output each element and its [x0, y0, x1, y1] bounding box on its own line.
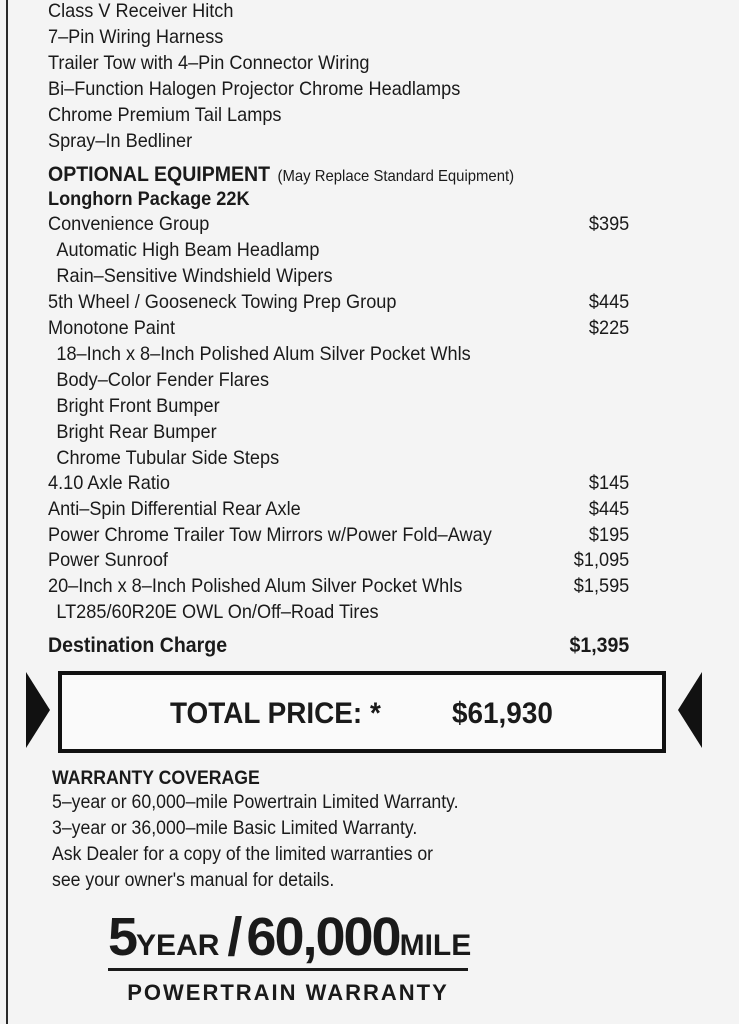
option-price: $1,095	[573, 549, 630, 571]
standard-item: Chrome Premium Tail Lamps	[48, 104, 282, 126]
option-row	[48, 522, 629, 548]
option-row	[48, 547, 629, 573]
option-row	[48, 211, 629, 237]
optional-equipment-header	[48, 162, 629, 188]
logo-years: 5	[108, 907, 137, 967]
option-label: 18–Inch x 8–Inch Polished Alum Silver Pocket Whls	[56, 343, 471, 365]
option-row	[48, 393, 629, 419]
option-label: Bright Rear Bumper	[56, 421, 217, 443]
option-row	[48, 341, 629, 367]
option-row	[48, 496, 629, 522]
option-label: 5th Wheel / Gooseneck Towing Prep Group	[48, 291, 397, 313]
warranty-line: Ask Dealer for a copy of the limited warranties or	[52, 844, 434, 865]
option-label: LT285/60R20E OWL On/Off–Road Tires	[56, 601, 379, 623]
standard-item: Class V Receiver Hitch	[48, 0, 234, 22]
logo-mile-word: MILE	[399, 929, 472, 962]
option-label: Anti–Spin Differential Rear Axle	[48, 498, 301, 520]
standard-item: 7–Pin Wiring Harness	[48, 26, 224, 48]
option-label: Convenience Group	[48, 213, 210, 235]
option-row	[48, 315, 629, 341]
logo-slash: /	[227, 907, 241, 967]
option-label: 20–Inch x 8–Inch Polished Alum Silver Pocket Whls	[48, 575, 463, 597]
warranty-line: 5–year or 60,000–mile Powertrain Limited Warranty.	[52, 792, 459, 813]
optional-equipment-title: OPTIONAL EQUIPMENT	[48, 163, 271, 186]
option-row	[48, 573, 629, 599]
logo-miles: 60,000	[246, 907, 400, 967]
option-row	[48, 367, 629, 393]
total-price-label: TOTAL PRICE: *	[170, 697, 381, 730]
option-label: 4.10 Axle Ratio	[48, 472, 170, 494]
option-price: $1,595	[573, 575, 630, 597]
package-name: Longhorn Package 22K	[48, 188, 250, 210]
optional-equipment-note: (May Replace Standard Equipment)	[277, 168, 515, 185]
option-label: Power Chrome Trailer Tow Mirrors w/Power Fold–Away	[48, 524, 492, 546]
warranty-title: WARRANTY COVERAGE	[52, 768, 260, 789]
standard-item: Bi–Function Halogen Projector Chrome Headlamps	[48, 78, 461, 100]
total-price-box	[58, 671, 666, 753]
option-price: $195	[588, 524, 630, 546]
logo-subtitle: POWERTRAIN WARRANTY	[127, 980, 449, 1005]
total-price-value: $61,930	[452, 697, 553, 730]
option-row	[48, 470, 629, 496]
option-price: $445	[588, 498, 630, 520]
destination-charge-row	[48, 633, 629, 659]
option-price: $145	[588, 472, 630, 494]
option-price: $395	[588, 213, 630, 235]
option-label: Power Sunroof	[48, 549, 168, 571]
option-label: Automatic High Beam Headlamp	[56, 239, 320, 261]
option-row	[48, 263, 629, 289]
warranty-line: see your owner's manual for details.	[52, 870, 335, 891]
option-label: Bright Front Bumper	[56, 395, 220, 417]
option-row	[48, 419, 629, 445]
option-label: Body–Color Fender Flares	[56, 369, 270, 391]
option-price: $225	[588, 317, 630, 339]
right-arrow-marker	[678, 672, 702, 748]
powertrain-warranty-logo	[108, 906, 472, 1016]
logo-year-word: YEAR	[136, 929, 220, 962]
logo-divider	[108, 968, 468, 971]
option-row	[48, 599, 629, 625]
option-row	[48, 445, 629, 471]
option-price: $445	[588, 291, 630, 313]
destination-price: $1,395	[569, 634, 630, 657]
option-label: Chrome Tubular Side Steps	[56, 447, 280, 469]
logo-headline	[108, 906, 471, 968]
option-label: Rain–Sensitive Windshield Wipers	[56, 265, 333, 287]
option-label: Monotone Paint	[48, 317, 176, 339]
standard-item: Spray–In Bedliner	[48, 130, 193, 152]
option-row	[48, 237, 629, 263]
option-row	[48, 289, 629, 315]
left-arrow-marker	[26, 672, 50, 748]
warranty-line: 3–year or 36,000–mile Basic Limited Warranty.	[52, 818, 418, 839]
destination-label: Destination Charge	[48, 634, 228, 657]
standard-item: Trailer Tow with 4–Pin Connector Wiring	[48, 52, 370, 74]
